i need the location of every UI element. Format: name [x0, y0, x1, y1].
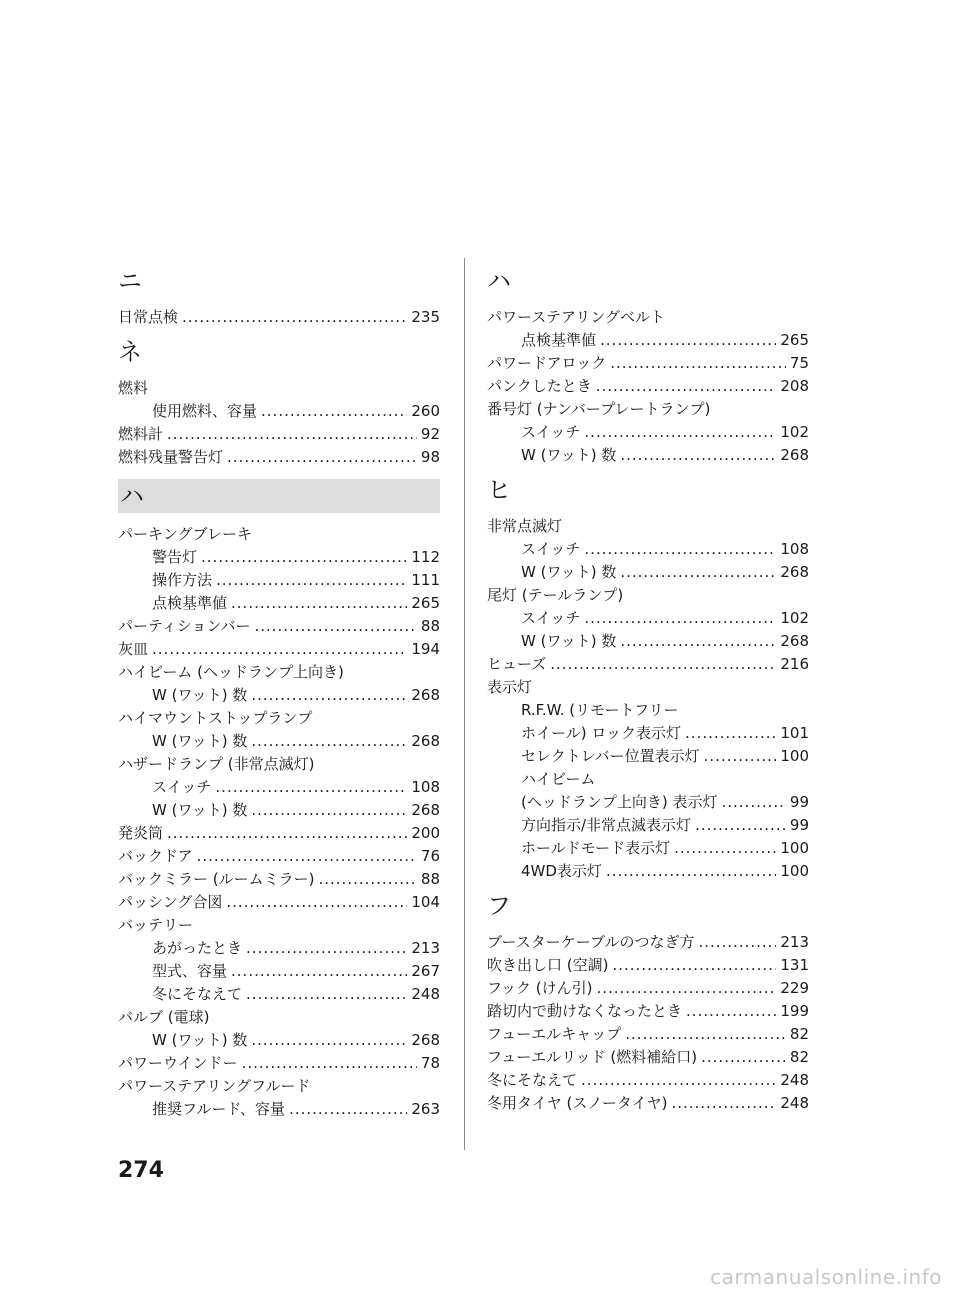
index-entry: [118, 661, 440, 684]
index-entry: [487, 860, 809, 883]
index-entry: [487, 584, 809, 607]
index-entry: [118, 638, 440, 661]
dot-leader: [674, 837, 776, 860]
dot-leader: [216, 569, 407, 592]
entry-text: パワーステアリングベルト: [487, 308, 666, 326]
entry-text: W (ワット) 数: [152, 1031, 248, 1049]
index-entry: [118, 569, 440, 592]
entry-text: 4WD表示灯: [521, 862, 602, 880]
entry-text: パッシング合図: [118, 893, 223, 911]
dot-leader: [226, 891, 407, 914]
dot-leader: [584, 421, 776, 444]
index-entry: [118, 1052, 440, 1075]
dot-leader: [246, 983, 407, 1006]
index-entry: [118, 377, 440, 400]
entry-text: パンクしたとき: [487, 377, 592, 395]
dot-leader: [721, 791, 785, 814]
entry-page: 268: [411, 732, 440, 750]
index-entry: [487, 515, 809, 538]
entry-page: 199: [780, 1002, 809, 1020]
index-entry: [487, 676, 809, 699]
index-entry: [487, 837, 809, 860]
index-entry: [487, 653, 809, 676]
entry-text: ハイビーム (ヘッドランプ上向き): [118, 663, 344, 681]
entry-text: フューエルリッド (燃料補給口): [487, 1048, 698, 1066]
entry-text: スイッチ: [152, 778, 212, 796]
entry-text: 表示灯: [487, 678, 533, 696]
dot-leader: [251, 1029, 407, 1052]
entry-text: バックミラー (ルームミラー): [118, 870, 315, 888]
dot-leader: [246, 937, 407, 960]
entry-text: ヒューズ: [487, 655, 547, 673]
entry-page: 194: [411, 640, 440, 658]
index-entry: [487, 1046, 809, 1069]
entry-text: W (ワット) 数: [152, 732, 248, 750]
dot-leader: [242, 1052, 417, 1075]
entry-page: 229: [780, 979, 809, 997]
index-entry: [487, 630, 809, 653]
index-entry: [487, 722, 809, 745]
index-entry: [487, 329, 809, 352]
dot-leader: [231, 592, 407, 615]
dot-leader: [612, 954, 776, 977]
dot-leader: [318, 868, 416, 891]
entry-text: 灰皿: [118, 640, 149, 658]
entry-page: 108: [411, 778, 440, 796]
entry-page: 102: [780, 609, 809, 627]
entry-text: 推奨フルード、容量: [152, 1100, 286, 1118]
entry-page: 268: [780, 632, 809, 650]
entry-page: 102: [780, 423, 809, 441]
entry-page: 104: [411, 893, 440, 911]
index-entry: [118, 423, 440, 446]
index-entry: [118, 822, 440, 845]
index-entry: [487, 398, 809, 421]
entry-page: 88: [420, 617, 440, 635]
entry-text: ハザードランプ (非常点滅灯): [118, 755, 315, 773]
index-entry: [487, 1092, 809, 1115]
dot-leader: [584, 607, 776, 630]
entry-page: 76: [420, 847, 440, 865]
index-entry: [118, 1075, 440, 1098]
dot-leader: [698, 931, 776, 954]
index-entry: [118, 523, 440, 546]
entry-page: 88: [420, 870, 440, 888]
dot-leader: [685, 722, 776, 745]
index-column-left: [118, 258, 440, 1121]
entry-text: 燃料残量警告灯: [118, 448, 224, 466]
entry-text: 冬用タイヤ (スノータイヤ): [487, 1094, 668, 1112]
entry-text: スイッチ: [521, 423, 581, 441]
entry-page: 78: [420, 1054, 440, 1072]
index-entry: [487, 745, 809, 768]
entry-text: W (ワット) 数: [521, 632, 617, 650]
entry-text: 燃料: [118, 379, 149, 397]
dot-leader: [606, 860, 776, 883]
dot-leader: [167, 822, 407, 845]
index-entry: [487, 306, 809, 329]
dot-leader: [261, 400, 407, 423]
index-entry: [487, 1000, 809, 1023]
entry-page: 213: [780, 933, 809, 951]
entry-text: W (ワット) 数: [521, 563, 617, 581]
dot-leader: [686, 1000, 776, 1023]
entry-page: 111: [411, 571, 440, 589]
index-entry: [118, 799, 440, 822]
dot-leader: [596, 375, 777, 398]
entry-text: ハイビーム: [521, 770, 596, 788]
index-entry: [118, 868, 440, 891]
entry-page: 112: [411, 548, 440, 566]
dot-leader: [550, 653, 776, 676]
dot-leader: [701, 1046, 786, 1069]
index-entry: [487, 977, 809, 1000]
dot-leader: [620, 444, 776, 467]
entry-page: 82: [789, 1048, 809, 1066]
dot-leader: [152, 638, 407, 661]
entry-page: 208: [780, 377, 809, 395]
entry-text: 番号灯 (ナンバープレートランプ): [487, 400, 711, 418]
entry-text: セレクトレバー位置表示灯: [521, 747, 700, 765]
index-entry: [118, 753, 440, 776]
entry-text: バッテリー: [118, 916, 194, 934]
index-entry: [487, 1069, 809, 1092]
index-entry: [487, 1023, 809, 1046]
entry-text: 方向指示/非常点滅表示灯: [521, 816, 692, 834]
dot-leader: [251, 730, 407, 753]
entry-text: 冬にそなえて: [152, 985, 243, 1003]
entry-text: バックドア: [118, 847, 193, 865]
entry-text: ホールドモード表示灯: [521, 839, 671, 857]
index-entry: [487, 607, 809, 630]
index-entry: [118, 684, 440, 707]
entry-text: 吹き出し口 (空調): [487, 956, 609, 974]
index-entry: [118, 937, 440, 960]
entry-text: スイッチ: [521, 609, 581, 627]
index-entry: [118, 306, 440, 329]
entry-text: W (ワット) 数: [152, 686, 248, 704]
entry-page: 99: [789, 816, 809, 834]
watermark: carmanualsonline.info: [710, 1265, 942, 1289]
section-heading: ネ: [118, 338, 142, 366]
entry-page: 248: [780, 1094, 809, 1112]
page-number: 274: [118, 1158, 164, 1183]
entry-page: 213: [411, 939, 440, 957]
index-entry: [118, 845, 440, 868]
dot-leader: [620, 561, 776, 584]
index-entry: [487, 538, 809, 561]
index-entry: [118, 446, 440, 469]
index-entry: [118, 983, 440, 1006]
entry-text: 警告灯: [152, 548, 198, 566]
entry-text: あがったとき: [152, 939, 243, 957]
dot-leader: [251, 799, 407, 822]
dot-leader: [581, 1069, 776, 1092]
entry-page: 82: [789, 1025, 809, 1043]
entry-text: 発炎筒: [118, 824, 164, 842]
entry-page: 92: [420, 425, 440, 443]
index-entry: [118, 707, 440, 730]
entry-text: 操作方法: [152, 571, 213, 589]
entry-page: 100: [780, 839, 809, 857]
entry-page: 268: [411, 1031, 440, 1049]
entry-page: 98: [420, 448, 440, 466]
entry-text: スイッチ: [521, 540, 581, 558]
entry-page: 268: [411, 801, 440, 819]
entry-page: 268: [411, 686, 440, 704]
index-entry: [487, 954, 809, 977]
index-entry: [118, 891, 440, 914]
entry-text: 使用燃料、容量: [152, 402, 258, 420]
entry-page: 101: [780, 724, 809, 742]
entry-page: 100: [780, 747, 809, 765]
entry-text: 点検基準値: [521, 331, 597, 349]
dot-leader: [671, 1092, 776, 1115]
index-entry: [118, 730, 440, 753]
index-entry: [118, 1006, 440, 1029]
entry-text: パワーウインドー: [118, 1054, 238, 1072]
dot-leader: [197, 845, 417, 868]
entry-page: 263: [411, 1100, 440, 1118]
dot-leader: [610, 352, 786, 375]
index-entry: [487, 352, 809, 375]
dot-leader: [600, 329, 776, 352]
section-heading: ニ: [118, 267, 142, 295]
entry-text: バルブ (電球): [118, 1008, 210, 1026]
index-column-right: [487, 258, 809, 1115]
entry-page: 248: [411, 985, 440, 1003]
dot-leader: [289, 1098, 407, 1121]
column-divider: [464, 258, 465, 1150]
entry-page: 267: [411, 962, 440, 980]
index-entry: [118, 1098, 440, 1121]
dot-leader: [182, 306, 407, 329]
entry-page: 265: [411, 594, 440, 612]
section-heading: ハ: [487, 267, 511, 295]
section-heading: フ: [487, 892, 511, 920]
index-entry: [487, 421, 809, 444]
section-heading: ヒ: [487, 476, 511, 504]
section-heading: ハ: [118, 479, 440, 513]
entry-page: 108: [780, 540, 809, 558]
dot-leader: [251, 684, 407, 707]
entry-page: 200: [411, 824, 440, 842]
entry-text: パワーステアリングフルード: [118, 1077, 311, 1095]
dot-leader: [167, 423, 417, 446]
entry-page: 75: [789, 354, 809, 372]
index-entry: [487, 699, 809, 722]
entry-text: W (ワット) 数: [521, 446, 617, 464]
index-entry: [118, 914, 440, 937]
entry-text: ホイール) ロック表示灯: [521, 724, 682, 742]
dot-leader: [596, 977, 776, 1000]
dot-leader: [704, 745, 777, 768]
entry-text: 日常点検: [118, 308, 179, 326]
index-entry: [118, 400, 440, 423]
entry-text: 冬にそなえて: [487, 1071, 578, 1089]
index-entry: [118, 1029, 440, 1052]
index-entry: [487, 375, 809, 398]
dot-leader: [215, 776, 407, 799]
entry-text: (ヘッドランプ上向き) 表示灯: [521, 793, 718, 811]
entry-page: 216: [780, 655, 809, 673]
index-entry: [118, 546, 440, 569]
entry-text: 踏切内で動けなくなったとき: [487, 1002, 683, 1020]
dot-leader: [695, 814, 786, 837]
entry-text: ハイマウントストップランプ: [118, 709, 313, 727]
entry-text: フューエルキャップ: [487, 1025, 622, 1043]
entry-page: 131: [780, 956, 809, 974]
index-entry: [118, 615, 440, 638]
entry-page: 268: [780, 563, 809, 581]
index-entry: [487, 814, 809, 837]
entry-text: R.F.W. (リモートフリー: [521, 701, 679, 719]
entry-page: 260: [411, 402, 440, 420]
dot-leader: [231, 960, 407, 983]
entry-page: 265: [780, 331, 809, 349]
entry-text: パーティションバー: [118, 617, 251, 635]
entry-text: ブースターケーブルのつなぎ方: [487, 933, 695, 951]
entry-page: 235: [411, 308, 440, 326]
entry-text: パワードアロック: [487, 354, 607, 372]
dot-leader: [620, 630, 776, 653]
index-entry: [487, 931, 809, 954]
dot-leader: [584, 538, 776, 561]
entry-text: 点検基準値: [152, 594, 228, 612]
index-entry: [118, 960, 440, 983]
entry-text: パーキングブレーキ: [118, 525, 252, 543]
entry-text: 燃料計: [118, 425, 164, 443]
index-entry: [487, 768, 809, 791]
entry-text: 型式、容量: [152, 962, 228, 980]
entry-page: 248: [780, 1071, 809, 1089]
entry-text: 尾灯 (テールランプ): [487, 586, 624, 604]
index-entry: [487, 791, 809, 814]
index-entry: [487, 561, 809, 584]
entry-text: フック (けん引): [487, 979, 593, 997]
dot-leader: [227, 446, 417, 469]
entry-text: W (ワット) 数: [152, 801, 248, 819]
entry-page: 268: [780, 446, 809, 464]
entry-page: 99: [789, 793, 809, 811]
index-entry: [118, 592, 440, 615]
entry-text: 非常点滅灯: [487, 517, 563, 535]
index-entry: [487, 444, 809, 467]
dot-leader: [254, 615, 416, 638]
entry-page: 100: [780, 862, 809, 880]
index-entry: [118, 776, 440, 799]
dot-leader: [625, 1023, 786, 1046]
dot-leader: [201, 546, 407, 569]
